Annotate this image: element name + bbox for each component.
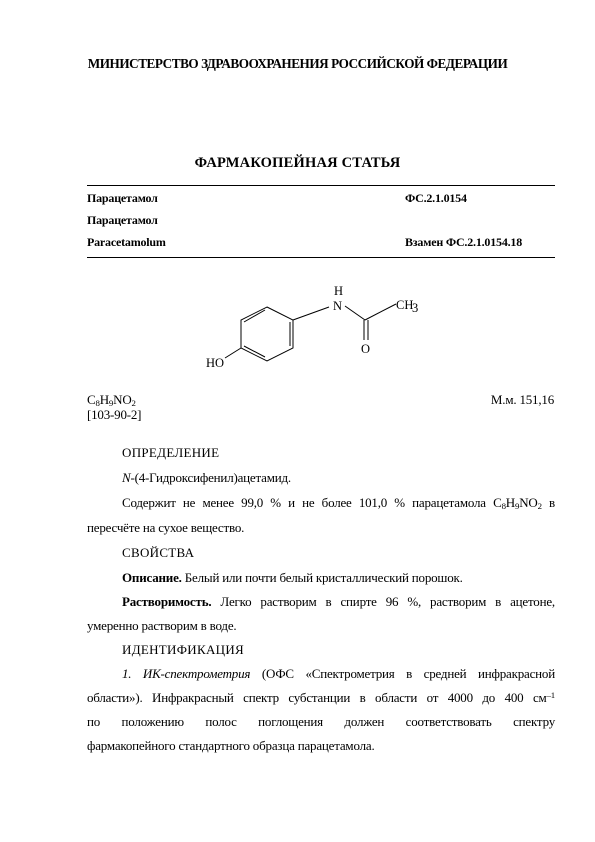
article-type-title: ФАРМАКОПЕЙНАЯ СТАТЬЯ bbox=[194, 155, 401, 171]
header-top-rule bbox=[87, 185, 555, 186]
section-definition-heading: ОПРЕДЕЛЕНИЕ bbox=[122, 445, 220, 460]
content-statement-line2: пересчёте на сухое вещество. bbox=[87, 520, 245, 535]
monograph-name-ru-1: Парацетамол bbox=[87, 191, 158, 205]
content-statement-line1: Содержит не менее 99,0 % и не более 101,0 % парацетамола $C_8H_9NO_2$ в bbox=[122, 495, 555, 512]
structure-label-h: H bbox=[334, 284, 344, 298]
ir-line2: области»). Инфракрасный спектр субстанции в области от 4000 до 400 $см^{-1}$ bbox=[87, 690, 555, 705]
monograph-code: ФС.2.1.0154 bbox=[405, 191, 467, 205]
structure-label-ho: HO bbox=[206, 356, 225, 370]
monograph-name-latin: Paracetamolum bbox=[87, 235, 166, 249]
ir-line1: 1. ИК-спектрометрия (ОФС «Спектрометрия в средней инфракрасной bbox=[122, 666, 555, 681]
chemical-name: N-(4-Гидроксифенил)ацетамид. bbox=[122, 470, 291, 485]
section-identification-heading: ИДЕНТИФИКАЦИЯ bbox=[122, 642, 244, 657]
solubility-line1: Растворимость. Легко растворим в спирте 96 %, растворим в ацетоне, bbox=[122, 594, 555, 609]
monograph-name-ru-2: Парацетамол bbox=[87, 213, 158, 227]
cas-number: [103-90-2] bbox=[87, 407, 142, 422]
header-bottom-rule bbox=[87, 257, 555, 258]
structure-label-3: 3 bbox=[412, 301, 419, 315]
structure-label-ch: CH bbox=[396, 298, 414, 312]
structure-label-n: N bbox=[333, 299, 343, 313]
benzene-ring bbox=[241, 307, 293, 361]
monograph-replaces: Взамен ФС.2.1.0154.18 bbox=[405, 235, 523, 249]
chemical-structure bbox=[205, 275, 435, 385]
molecular-formula: $C_8H_9NO_2$ bbox=[87, 392, 136, 409]
ir-line3: по положению полос поглощения должен соответствовать спектру bbox=[87, 714, 555, 729]
molar-mass: М.м. 151,16 bbox=[490, 392, 554, 407]
ir-line4: фармакопейного стандартного образца парацетамола. bbox=[87, 738, 375, 753]
section-properties-heading: СВОЙСТВА bbox=[122, 545, 195, 560]
ministry-title: МИНИСТЕРСТВО ЗДРАВООХРАНЕНИЯ РОССИЙСКОЙ ФЕДЕРАЦИИ bbox=[87, 56, 508, 71]
description-paragraph: Описание. Белый или почти белый кристаллический порошок. bbox=[122, 570, 463, 585]
solubility-line2: умеренно растворим в воде. bbox=[87, 618, 237, 633]
structure-label-o: O bbox=[361, 342, 371, 356]
